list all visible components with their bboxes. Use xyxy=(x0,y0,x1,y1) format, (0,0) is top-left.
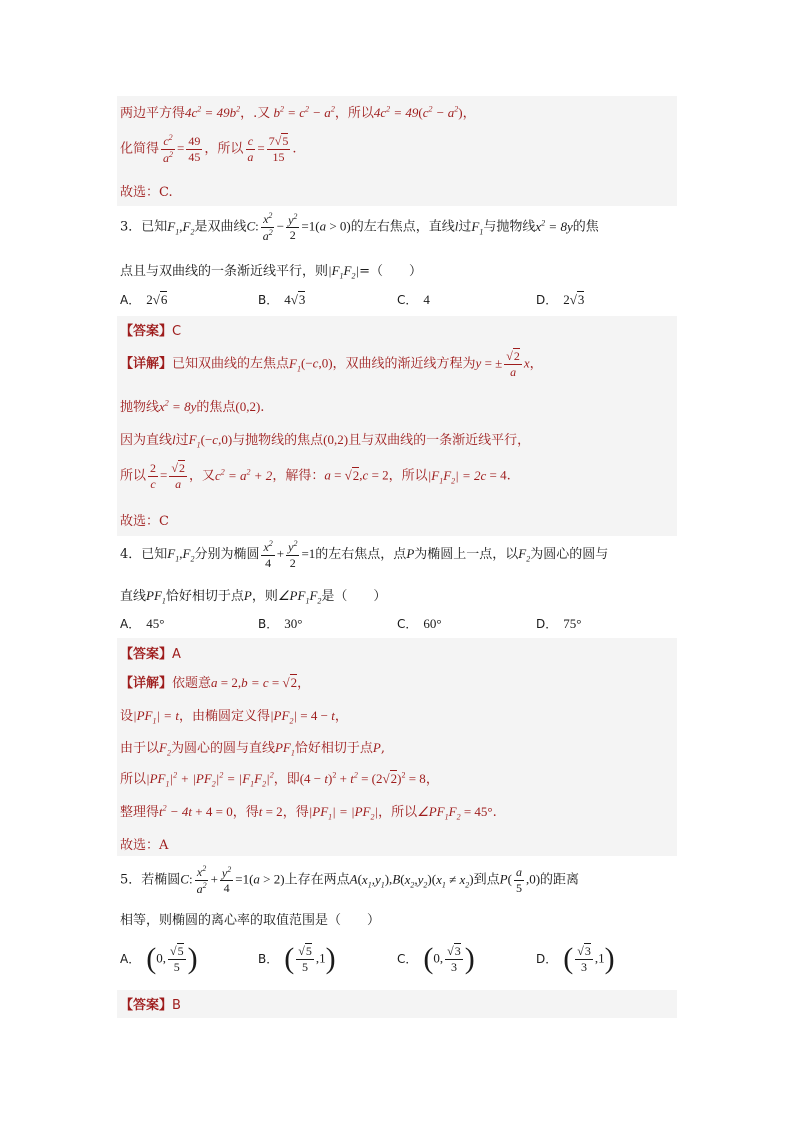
q4-chose: 故选：A xyxy=(120,838,169,853)
q5-option-c[interactable]: C． (0, $\frac{√3}{3}$ ) xyxy=(397,942,475,975)
q4-option-a[interactable]: A． 45° xyxy=(120,616,165,631)
q4-option-d[interactable]: D． 75° xyxy=(536,616,582,631)
q3-option-b[interactable]: B． 4√3 xyxy=(258,292,306,307)
q5-option-a[interactable]: A． (0, $\frac{√5}{5}$ ) xyxy=(120,942,198,975)
q4-detail-5: 整理得$t^2 - 4t + 4 = 0$，得t = 2，得$|PF_1| = |PF_2|$，所以$\angle PF_1F_2 = 45^\circ$. xyxy=(120,803,497,822)
q4-answer: 【答案】A xyxy=(120,647,181,662)
q5-answer: 【答案】B xyxy=(120,998,181,1013)
q4-detail-3: 由于以$F_2$为圆心的圆与直线$PF_1$恰好相切于点P, xyxy=(120,740,385,758)
top-line-1: 两边平方得$4c^2 = 49b^2$，.又 $b^2 = c^2 - a^2$，所以$4c^2 = 49(c^2 - a^2)$， xyxy=(120,104,476,121)
solution-block-q5 xyxy=(117,990,677,1018)
top-line-2: 化简得 $\frac{c^2}{a^2}$ = $\frac{49}{45}$ ，所以 $\frac{c}{a}$ = $\frac{7√5}{15}$ . xyxy=(120,133,297,165)
q4-detail-4: 所以$|PF_1|^2 + |PF_2|^2 = |F_1F_2|^2$，即$(4 - t)^2 + t^2 = (2√2)^2 = 8$， xyxy=(120,770,439,789)
q3-chose: 故选：C xyxy=(120,514,169,529)
q3-option-c[interactable]: C． 4 xyxy=(397,292,430,307)
q3-stem-line-2: 点且与双曲线的一条渐近线平行，则$|F_1F_2|=$（ ） xyxy=(120,263,422,281)
q4-option-c[interactable]: C． 60° xyxy=(397,616,442,631)
q5-option-b[interactable]: B． ( $\frac{√5}{5}$ ,1) xyxy=(258,942,336,975)
q3-detail-1: 【详解】已知双曲线的左焦点$F_1(-c,0)$，双曲线的渐近线方程为y = ± $\frac{√2}{a}$ x， xyxy=(120,349,543,379)
q5-option-d[interactable]: D． ( $\frac{√3}{3}$ ,1) xyxy=(536,942,615,975)
q5-stem-line-1: 5．若椭圆C: $\frac{x^2}{a^2}$ + $\frac{y^2}{4}$ =1(a > 2)上存在两点$A(x_1,y_1),B(x_2,y_2)(x_1 \ne x_2)$到点P( $\frac{a}{5}$ ,0)的距离 xyxy=(120,864,580,896)
q3-detail-3: 因为直线l过$F_1(-c,0)$与抛物线的焦点(0,2)且与双曲线的一条渐近线平行， xyxy=(120,432,531,450)
q3-option-d[interactable]: D． 2√3 xyxy=(536,292,585,307)
q3-detail-4: 所以 $\frac{2}{c}$ = $\frac{√2}{a}$ ，又$c^2 = a^2 + 2$，解得：a = √2,c = 2，所以$|F_1F_2| = 2c = 4$. xyxy=(120,461,511,491)
q3-option-a[interactable]: A． 2√6 xyxy=(120,292,168,307)
q3-detail-2: 抛物线$x^2 = 8y$的焦点(0,2). xyxy=(120,398,265,415)
q4-stem-line-2: 直线$PF_1$恰好相切于点P，则$\angle PF_1F_2$是（ ） xyxy=(120,588,387,606)
q3-answer: 【答案】C xyxy=(120,324,182,339)
q4-detail-2: 设$|PF_1| = t$，由椭圆定义得$|PF_2| = 4 - t$， xyxy=(120,708,348,726)
q4-detail-1: 【详解】依题意a = 2,b = c = √2， xyxy=(120,675,311,691)
q5-stem-line-2: 相等，则椭圆的离心率的取值范围是（ ） xyxy=(120,913,381,928)
top-chose: 故选：C. xyxy=(120,185,173,200)
solution-block-q3 xyxy=(117,316,677,536)
q3-stem-line-1: 3．已知$F_1,F_2$是双曲线C: $\frac{x^2}{a^2}$ − $\frac{y^2}{2}$ =1(a > 0)的左右焦点，直线l过$F_1$与抛物线$x^2 = 8y$的焦 xyxy=(120,211,599,243)
q4-option-b[interactable]: B． 30° xyxy=(258,616,303,631)
q4-stem-line-1: 4．已知$F_1,F_2$分别为椭圆 $\frac{x^2}{4}$ + $\frac{y^2}{2}$ =1的左右焦点，点P为椭圆上一点，以$F_2$为圆心的圆与 xyxy=(120,539,609,570)
